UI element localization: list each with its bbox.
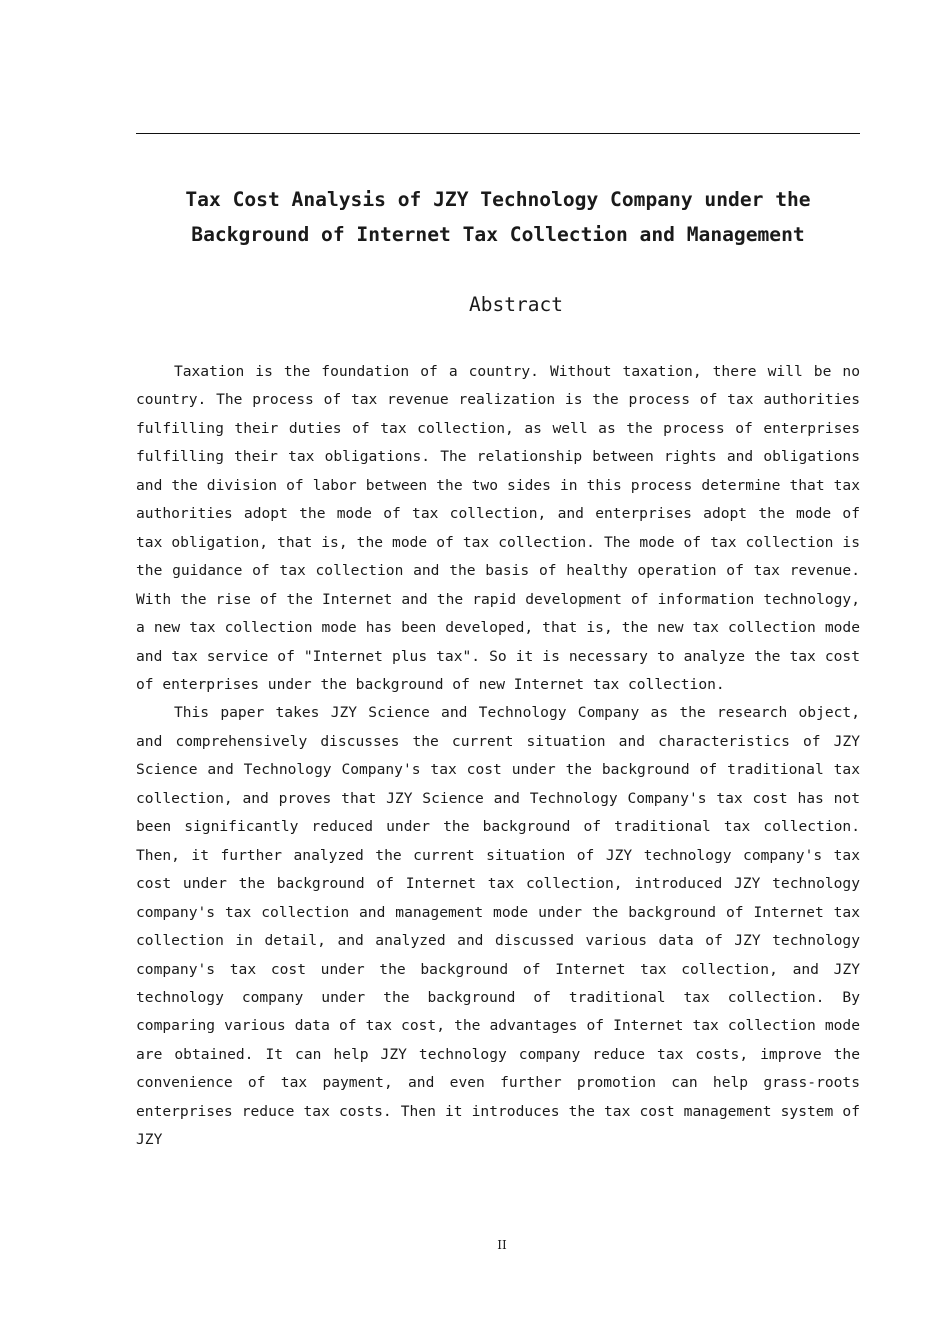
abstract-paragraph-2: This paper takes JZY Science and Technology Company as the research object, and comprehensively discusses the current situation and characteristics of JZY Science and Technology Company's tax cost under the background of traditional tax collection, and proves that JZY Science and Technology Company's tax cost has not been significantly reduced under the background of traditional tax collection. Then, it further analyzed the current situation of JZY technology company's tax cost under the background of Internet tax collection, introduced JZY technology company's tax collection and management mode under the background of Internet tax collection in detail, and analyzed and discussed various data of JZY technology company's tax cost under the background of Internet tax collection, and JZY technology company under the background of traditional tax collection. By comparing various data of tax cost, the advantages of Internet tax collection mode are obtained. It can help JZY technology company reduce tax costs, improve the convenience of tax payment, and even further promotion can help grass-roots enterprises reduce tax costs. Then it introduces the tax cost management system of JZY xyxy=(136,704,860,1149)
header-rule xyxy=(136,133,860,134)
abstract-heading: Abstract xyxy=(469,293,563,316)
abstract-paragraph-1: Taxation is the foundation of a country. Without taxation, there will be no country. The process of tax revenue realization is the process of tax authorities fulfilling their duties of tax collection, as well as the process of enterprises fulfilling their tax obligations. The relationship between rights and obligations and the division of labor between the two sides in this process determine that tax authorities adopt the mode of tax collection, and enterprises adopt the mode of tax obligation, that is, the mode of tax collection. The mode of tax collection is the guidance of tax collection and the basis of healthy operation of tax revenue. With the rise of the Internet and the rapid development of information technology, a new tax collection mode has been developed, that is, the new tax collection mode and tax service of "Internet plus tax". So it is necessary to analyze the tax cost of enterprises under the background of new Internet tax collection. xyxy=(136,363,860,693)
paper-title-line-1: Tax Cost Analysis of JZY Technology Company under the xyxy=(185,188,811,211)
paper-title xyxy=(136,182,860,252)
paper-title-line-2: Background of Internet Tax Collection and Management xyxy=(191,223,805,246)
abstract-body xyxy=(136,358,860,1155)
page-number: II xyxy=(497,1238,507,1252)
